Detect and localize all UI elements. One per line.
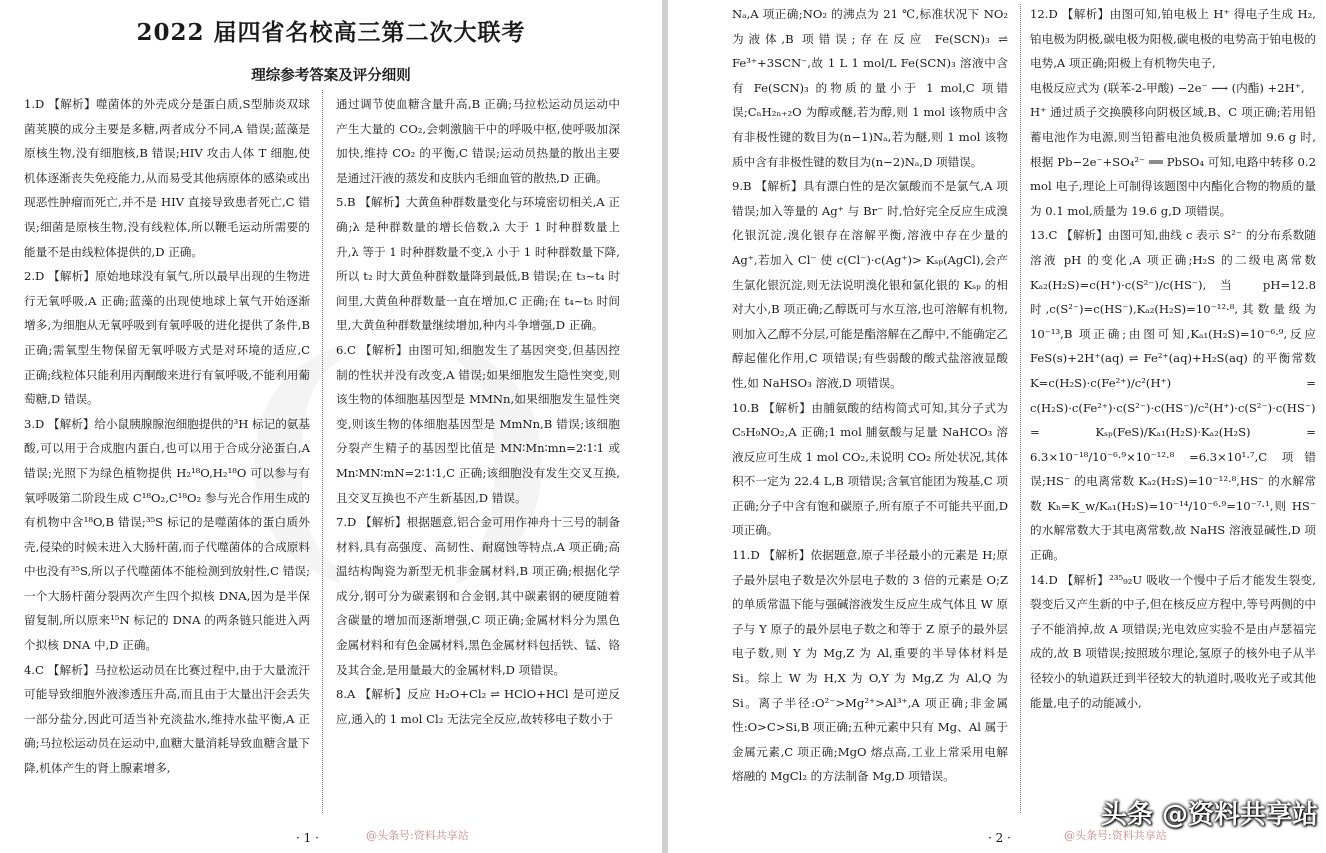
page-title: 2022 届四省名校高三第二次大联考 xyxy=(136,19,526,46)
answer-item: 4.C 【解析】马拉松运动员在比赛过程中,由于大量流汗可能导致细胞外液渗透压升高,而且由于大量出汗会丢失一部分盐分,因此可适当补充淡盐水,维持水盐平衡,A 正确;马拉松运动员在运动中,血糖大量消耗导致血糖含量下降,机体产生的肾上腺素增多, xyxy=(24,662,310,776)
page-number: · 1 · xyxy=(296,831,319,845)
page-1 xyxy=(0,0,662,853)
footer-account: @头条号:资料共享站 xyxy=(1064,829,1167,842)
column-divider xyxy=(1020,4,1021,813)
answer-item: 9.B 【解析】具有漂白性的是次氯酸而不是氯气,A 项错误;加入等量的 Ag⁺ 与 Br⁻ 时,恰好完全反应生成溴化银沉淀,溴化银存在溶解平衡,溶液中存在少量的 Ag⁺,若加入 Cl⁻ 使 c(Cl⁻)·c(Ag⁺)> Kₛₚ(AgCl),会产生氯化银沉淀,则无法说明溴化银和氯化银的 Kₛₚ 的相对大小,B 项正确;乙醇既可与水互溶,也可溶解有机物,则加入乙醇不分层,可能是酯溶解在乙醇中,不能确定乙醇起催化作用,C 项错误;有些弱酸的酸式盐溶液显酸性,如 NaHSO₃ 溶液,D 项错误。 xyxy=(732,179,1008,390)
answer-item: 11.D 【解析】依据题意,原子半径最小的元素是 H;原子最外层电子数是次外层电子数的 3 倍的元素是 O;Z 的单质常温下能与强碱溶液发生反应生成气体且 W 原子与 Y 原子的最外层电子数之和等于 Z 原子的最外层电子数,则 Y 为 Mg,Z 为 Al,重要的半导体材料是 Si。综上 W 为 H,X 为 O,Y 为 Mg,Z 为 Al,Q 为 Si。离子半径:O²⁻>Mg²⁺>Al³⁺,A 项正确;非金属性:O>C>Si,B 项正确;五种元素中只有 Mg、Al 属于金属元素,C 项正确;MgO 熔点高,工业上常采用电解熔融的 MgCl₂ 的方法制备 Mg,D 项错误。 xyxy=(732,548,1008,784)
answer-item: 5.B 【解析】大黄鱼种群数量变化与环境密切相关,A 正确;λ 是种群数量的增长倍数,λ 大于 1 时种群数量上升,λ 等于 1 时种群数量不变,λ 小于 1 时种群数量下降,所以 t₂ 时大黄鱼种群数量降到最低,B 错误;在 t₃~t₄ 时间里,大黄鱼种群数量一直在增加,C 正确;在 t₄~t₅ 时间里,大黄鱼种群数量继续增加,种内斗争增强,D 正确。 xyxy=(336,195,620,333)
right-column-2 xyxy=(1030,2,1316,715)
column-divider xyxy=(322,90,323,813)
left-column-2 xyxy=(336,92,620,731)
answer-item: 13.C 【解析】由图可知,曲线 c 表示 S²⁻ 的分布系数随溶液 pH 的变化,A 项正确;H₂S 的二级电离常数 Kₐ₂(H₂S)=c(H⁺)·c(S²⁻)/c(HS⁻),当 pH=12.8 时,c(S²⁻)=c(HS⁻),Kₐ₂(H₂S)=10⁻¹²·⁸,其数量级为 10⁻¹³,B 项正确;由图可知,Kₐ₁(H₂S)=10⁻⁶·⁹,反应 FeS(s)+2H⁺(aq) ⇌ Fe²⁺(aq)+H₂S(aq) 的平衡常数 K=c(H₂S)·c(Fe²⁺)/c²(H⁺) = c(H₂S)·c(Fe²⁺)·c(S²⁻)·c(HS⁻)/c²(H⁺)·c(S²⁻)·c(HS⁻) = Kₛₚ(FeS)/Kₐ₁(H₂S)·Kₐ₂(H₂S) = 6.3×10⁻¹⁸/10⁻⁶·⁹×10⁻¹²·⁸ =6.3×10¹·⁷,C 项错误;HS⁻ 的电离常数 Kₐ₂(H₂S)=10⁻¹²·⁸,HS⁻ 的水解常数 Kₕ=K_w/Kₐ₁(H₂S)=10⁻¹⁴/10⁻⁶·⁹=10⁻⁷·¹,则 HS⁻ 的水解常数大于其电离常数,故 NaHS 溶液显碱性,D 项正确。 xyxy=(1030,228,1316,563)
answer-item: 10.B 【解析】由脯氨酸的结构简式可知,其分子式为 C₅H₉NO₂,A 正确;1 mol 脯氨酸与足量 NaHCO₃ 溶液反应可生成 1 mol CO₂,未说明 CO₂ 所处状况,其体积不一定为 22.4 L,B 项错误;含氧官能团为羧基,C 项正确;分子中含有饱和碳原子,所有原子不可能共平面,D 项正确。 xyxy=(732,400,1008,538)
answer-item: Nₐ,A 项正确;NO₂ 的沸点为 21 ℃,标准状况下 NO₂ 为液体,B 项错误;存在反应 Fe(SCN)₃ ⇌ Fe³⁺+3SCN⁻,故 1 L 1 mol/L Fe(SCN)₃ 溶液中含有 Fe(SCN)₃ 的物质的量小于 1 mol,C 项错误;CₙH₂ₙ₊₂O 为醇或醚,若为醇,则 1 mol 该物质中含有非极性键的数目为(n−1)Nₐ,若为醚,则 1 mol 该物质中含有非极性键的数目为(n−2)Nₐ,D 项错误。 xyxy=(732,7,1008,169)
left-column-1 xyxy=(24,92,310,781)
answer-item: 8.A 【解析】反应 H₂O+Cl₂ ⇌ HClO+HCl 是可逆反应,通入的 1 mol Cl₂ 无法完全反应,故转移电子数小于 xyxy=(336,687,620,726)
brand-watermark: 头条 @资料共享站 xyxy=(1100,800,1318,830)
electrode-equation: 电极反应式为 (联苯-2-甲酸) −2e⁻ ⟶ (内酯) +2H⁺, xyxy=(1030,80,1305,95)
answer-item: H⁺ 通过质子交换膜移向阴极区域,B、C 项正确;若用铅蓄电池作为电源,则当铅蓄电池负极质量增加 9.6 g 时,根据 Pb−2e⁻+SO₄²⁻ ══ PbSO₄ 可知,电路中转移 0.2 mol 电子,理论上可制得该题图中内酯化合物的物质的量为 0.1 mol,质量为 19.6 g,D 项错误。 xyxy=(1030,105,1316,218)
answer-item: 7.D 【解析】根据题意,铝合金可用作神舟十三号的制备材料,具有高强度、高韧性、耐腐蚀等特点,A 项正确;高温结构陶瓷为新型无机非金属材料,B 项正确;根据化学成分,钢可分为碳素钢和合金钢,其中碳素钢的硬度随着含碳量的增加而逐渐增强,C 项正确;金属材料分为黑色金属材料和有色金属材料,黑色金属材料包括铁、锰、铬及其合金,是用量最大的金属材料,D 项错误。 xyxy=(336,515,620,677)
answer-item: 通过调节使血糖含量升高,B 正确;马拉松运动员运动中产生大量的 CO₂,会刺激脑干中的呼吸中枢,使呼吸加深加快,维持 CO₂ 的平衡,C 错误;运动员热量的散出主要是通过汗液的蒸发和皮肤内毛细血管的散热,D 正确。 xyxy=(336,97,620,185)
page-subtitle: 理综参考答案及评分细则 xyxy=(251,67,411,84)
answer-item: 14.D 【解析】²³⁵₉₂U 吸收一个慢中子后才能发生裂变,裂变后又产生新的中子,但在核反应方程中,等号两侧的中子不能消掉,故 A 项错误;光电效应实验不是由卢瑟福完成的,故 B 项错误;按照玻尔理论,氢原子的核外电子从半径较小的轨道跃迁到半径较大的轨道时,吸收光子或其他能量,电子的动能减小, xyxy=(1030,572,1316,710)
answer-item: 12.D 【解析】由图可知,铂电极上 H⁺ 得电子生成 H₂,铂电极为阴极,碳电极为阳极,碳电极的电势高于铂电极的电势,A 项正确;阳极上有机物失电子, xyxy=(1030,7,1316,71)
answer-item: 6.C 【解析】由图可知,细胞发生了基因突变,但基因控制的性状并没有改变,A 错误;如果细胞发生隐性突变,则该生物的体细胞基因型是 MMNn,如果细胞发生显性突变,则该生物的体细胞基因型是 MmNn,B 错误;该细胞分裂产生精子的基因型比值是 MN∶Mn∶mn=2∶1∶1 或 Mn∶MN∶mN=2∶1∶1,C 正确;该细胞没有发生交叉互换,且交叉互换也不产生新基因,D 错误。 xyxy=(336,342,620,505)
footer-account: @头条号:资料共享站 xyxy=(366,829,469,842)
answer-item: 1.D 【解析】噬菌体的外壳成分是蛋白质,S型肺炎双球菌荚膜的成分主要是多糖,两者成分不同,A 错误;蓝藻是原核生物,没有细胞核,B 错误;HIV 攻击人体 T 细胞,使机体逐渐丧失免疫能力,从而易受其他病原体的感染或出现恶性肿瘤而死亡,并不是 HIV 直接导致患者死亡,C 错误;细菌是原核生物,没有线粒体,所以鞭毛运动所需要的能量不是由线粒体提供的,D 正确。 xyxy=(24,97,310,259)
right-column-1 xyxy=(732,2,1008,789)
page-2 xyxy=(668,0,1326,853)
answer-item: 2.D 【解析】原始地球没有氧气,所以最早出现的生物进行无氧呼吸,A 正确;蓝藻的出现使地球上氧气开始逐渐增多,为细胞从无氧呼吸到有氧呼吸的进化提供了条件,B 正确;需氧型生物保留无氧呼吸方式是对环境的适应,C 正确;线粒体只能利用丙酮酸来进行有氧呼吸,不能利用葡萄糖,D 错误。 xyxy=(24,269,310,407)
answer-item: 3.D 【解析】给小鼠胰腺腺泡细胞提供的³H 标记的氨基酸,可以用于合成胞内蛋白,也可以用于合成分泌蛋白,A 错误;光照下为绿色植物提供 H₂¹⁸O,H₂¹⁸O 可以参与有氧呼吸第二阶段生成 C¹⁸O₂,C¹⁸O₂ 参与光合作用生成的有机物中含¹⁸O,B 错误;³⁵S 标记的是噬菌体的蛋白质外壳,侵染的时候未进入大肠杆菌,而子代噬菌体的合成原料中也没有³⁵S,所以子代噬菌体不能检测到放射性,C 错误;一个大肠杆菌分裂两次产生四个拟核 DNA,因为是半保留复制,所以原来¹⁵N 标记的 DNA 的两条链只能进入两个拟核 DNA 中,D 正确。 xyxy=(24,416,310,653)
page-number: · 2 · xyxy=(988,831,1011,845)
